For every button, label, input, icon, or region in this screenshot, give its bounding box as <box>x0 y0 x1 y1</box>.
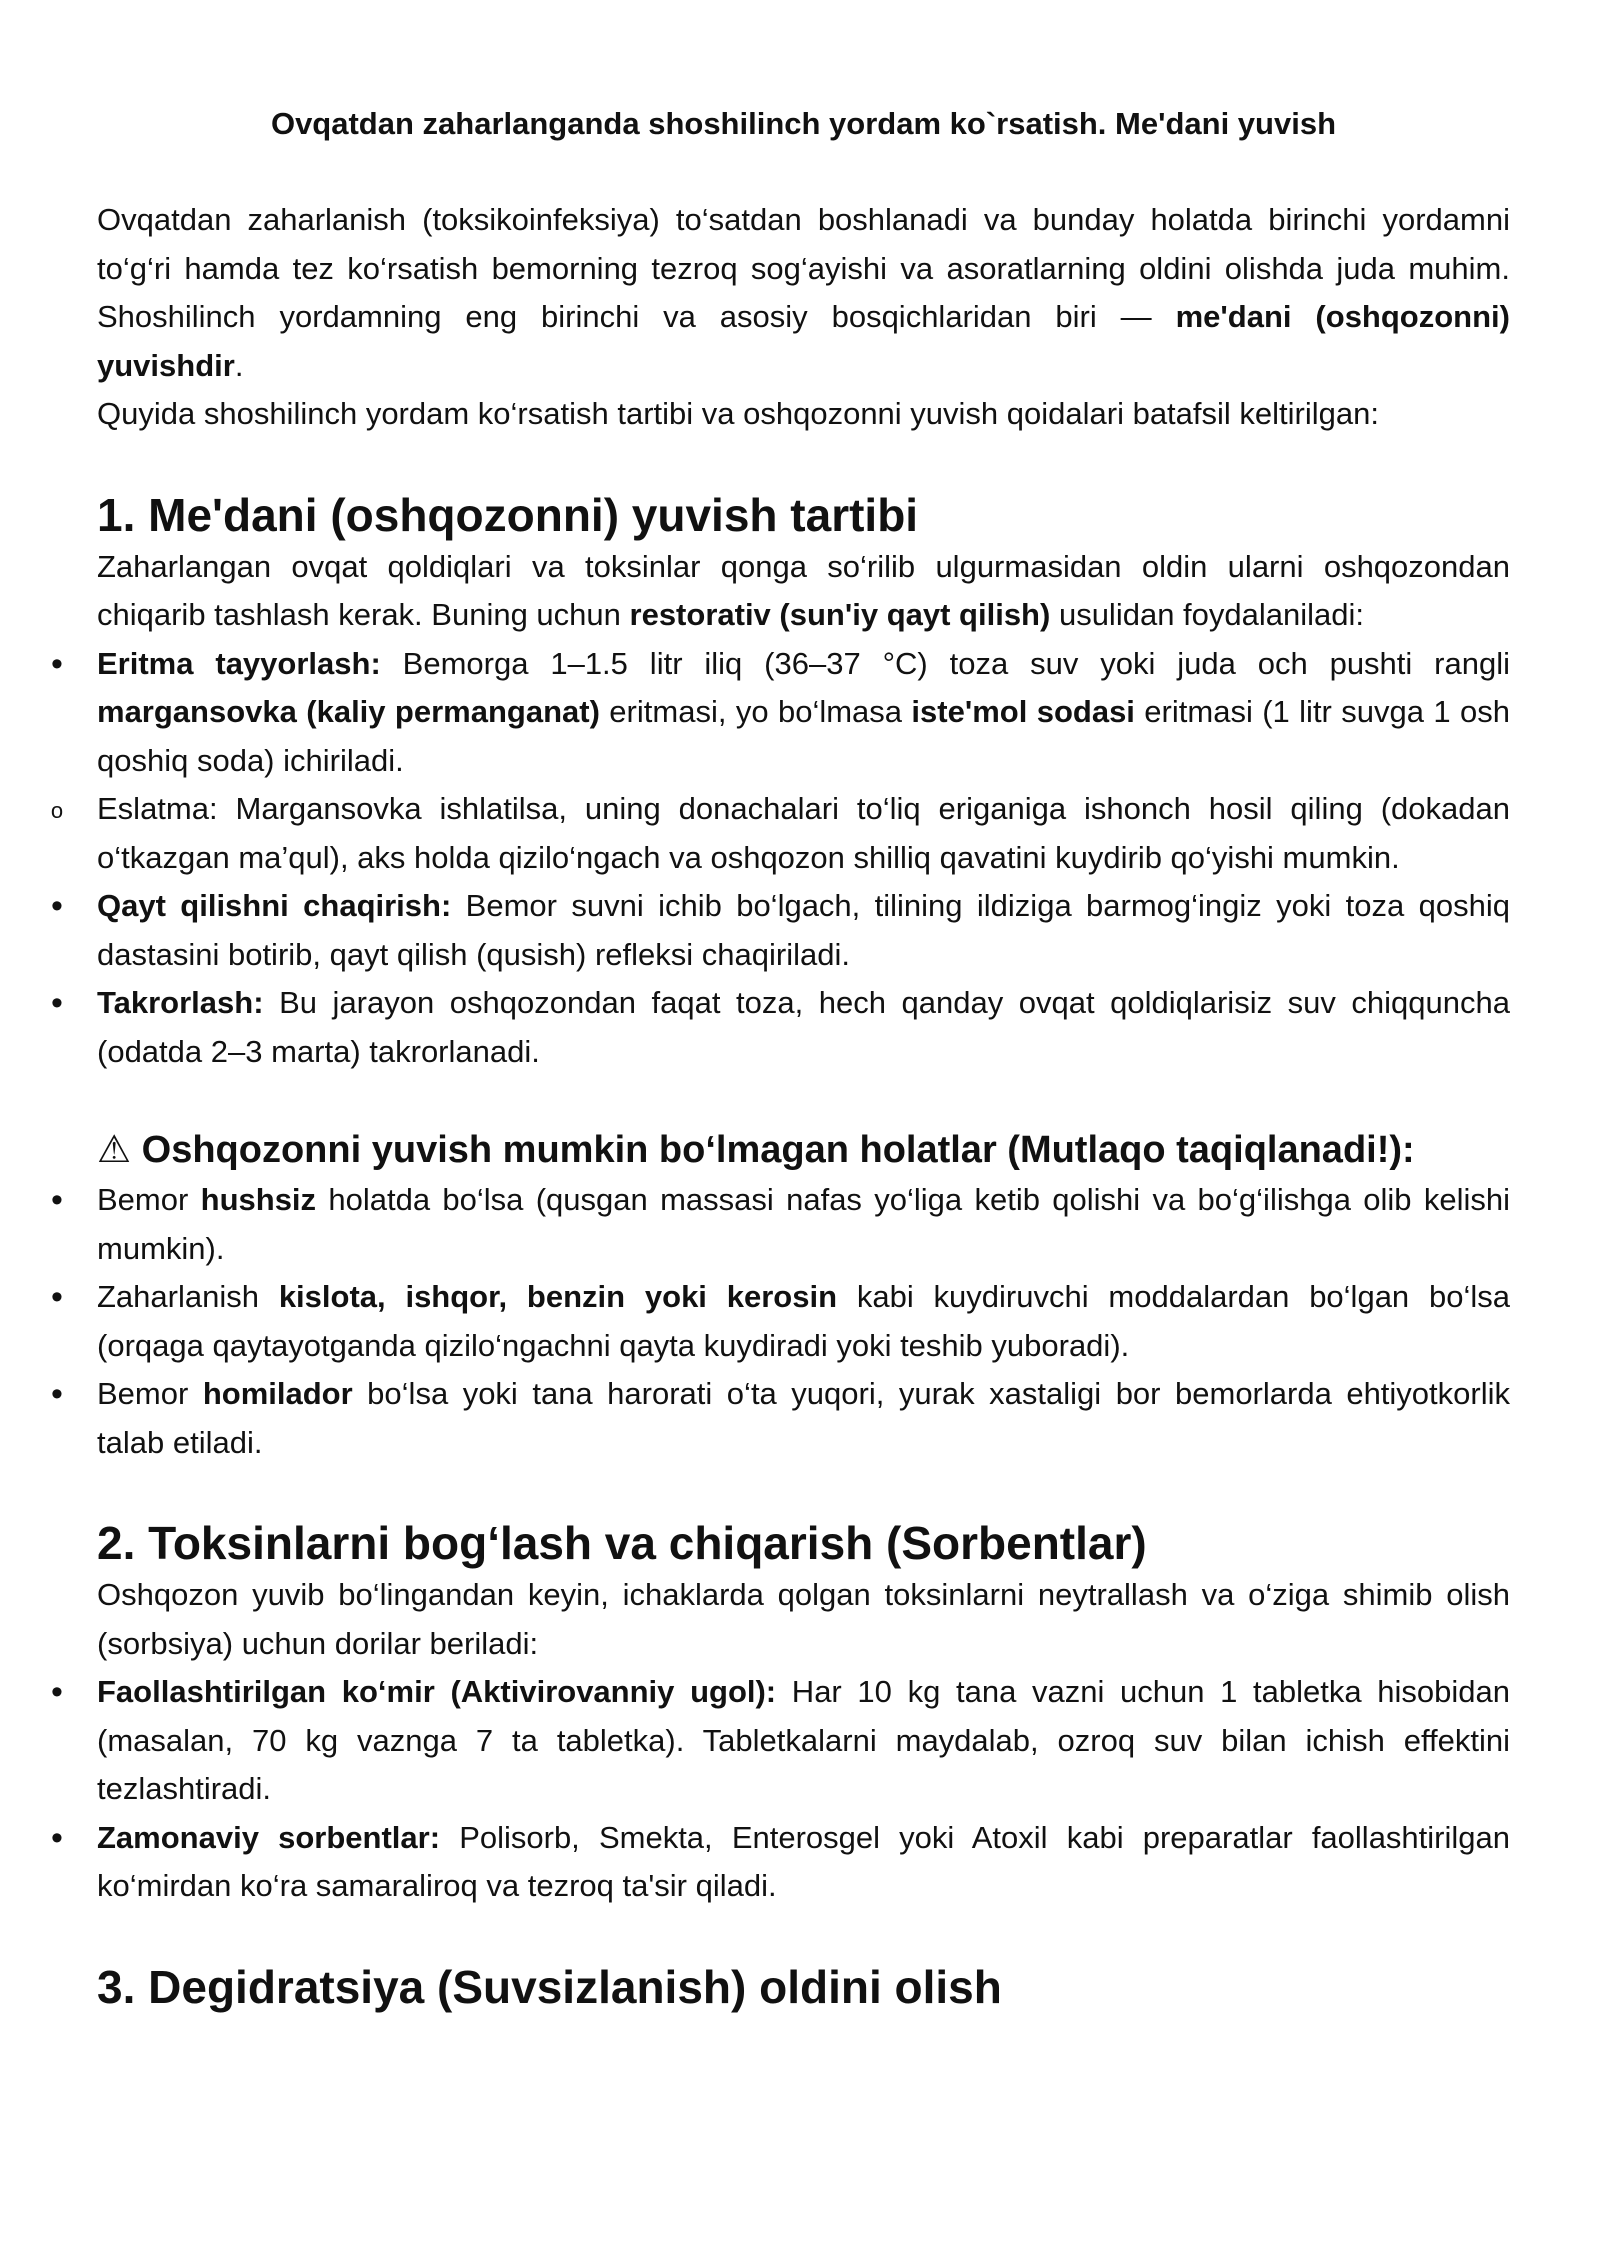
text: Bemorga 1–1.5 litr iliq (36–37 °C) toza suv yoki juda och pushti rangli <box>380 645 1511 681</box>
bold-text: margansovka (kaliy permanganat) <box>97 694 600 729</box>
bold-text: Takrorlash: <box>97 985 264 1020</box>
text: holatda bo‘lsa (qusgan massasi nafas yo‘liga ketib qolishi va bo‘g‘ilishga olib kelishi mumkin). <box>97 1182 1510 1266</box>
text: Zaharlanish <box>97 1279 279 1314</box>
intro-text: Ovqatdan zaharlanish (toksikoinfeksiya) to‘satdan boshlanadi va bunday holatda birinchi yordamni to‘g‘ri hamda tez ko‘rsatish bemorning tezroq sog‘ayishi va asoratlarning oldini olishda juda muhim. Shoshilinch yordamning eng birinchi va asosiy bosqichlaridan biri — <box>97 202 1510 334</box>
bullet-marker: • <box>51 984 63 1022</box>
text: Har 10 kg tana vazni uchun 1 tabletka hisobidan (masalan, 70 kg vaznga 7 ta tabletka). Tabletkalarni maydalab, ozroq suv bilan ichish effektini tezlashtiradi. <box>97 1674 1510 1806</box>
section-1-list <box>50 640 1511 1077</box>
text: eritmasi, yo bo‘lmasa <box>599 694 912 729</box>
bold-text: Eritma tayyorlash: <box>97 645 381 681</box>
bold-text: homilador <box>202 1376 353 1411</box>
list-item <box>51 1176 1510 1273</box>
section-2-paragraph: Oshqozon yuvib bo‘lingandan keyin, ichaklarda qolgan toksinlarni neytrallash va o‘ziga shimib olish (sorbsiya) uchun dorilar beriladi: <box>97 1577 1510 1661</box>
section-2-list <box>51 1668 1510 1911</box>
text: Bemor suvni ichib bo‘lgach, tilining ildiziga barmog‘ingiz yoki toza qoshiq dastasini botirib, qayt qilish (qusish) refleksi chaqiriladi. <box>97 888 1510 972</box>
warning-icon: ⚠ <box>97 1129 132 1171</box>
intro-bold-text: me'dani (oshqozonni) yuvishdir <box>97 299 1510 383</box>
bold-text: kislota, ishqor, benzin yoki kerosin <box>278 1279 838 1314</box>
text: Bu jarayon oshqozondan faqat toza, hech qanday ovqat qoldiqlarisiz suv chiqquncha (odatda 2–3 marta) takrorlanadi. <box>97 985 1510 1069</box>
text: Eslatma: Margansovka ishlatilsa, uning donachalari to‘liq eriganiga ishonch hosil qiling (dokadan o‘tkazgan ma’qul), aks holda qizilo‘ngach va oshqozon shilliq qavatini kuydirib qo‘yishi mumkin. <box>97 791 1510 875</box>
section-1-text-end: usulidan foydalaniladi: <box>1058 597 1365 632</box>
list-item <box>51 1273 1510 1370</box>
list-item <box>50 785 1510 882</box>
sub-bullet-marker: o <box>50 798 64 823</box>
section-3-heading: 3. Degidratsiya (Suvsizlanish) oldini olish <box>97 1960 1002 2013</box>
intro-paragraph-2: Quyida shoshilinch yordam ko‘rsatish tartibi va oshqozonni yuvish qoidalari batafsil keltirilgan: <box>97 396 1379 431</box>
text: Bemor <box>97 1376 203 1411</box>
bold-text: Qayt qilishni chaqirish: <box>97 888 452 923</box>
bullet-marker: • <box>51 887 63 925</box>
bullet-marker: • <box>51 1181 63 1219</box>
section-2-heading: 2. Toksinlarni bog‘lash va chiqarish (Sorbentlar) <box>97 1517 1147 1569</box>
list-item <box>51 640 1511 786</box>
text: eritmasi (1 litr suvga 1 osh qoshiq soda) ichiriladi. <box>97 694 1510 778</box>
text: bo‘lsa yoki tana harorati o‘ta yuqori, yurak xastaligi bor bemorlarda ehtiyotkorlik talab etiladi. <box>97 1376 1511 1460</box>
bold-text: Zamonaviy sorbentlar: <box>97 1819 441 1855</box>
section-1-paragraph <box>97 543 1510 640</box>
section-1-bold-text: restorativ (sun'iy qayt qilish) <box>629 597 1051 632</box>
intro-end: . <box>234 347 244 383</box>
bullet-marker: • <box>51 1375 63 1413</box>
text: Bemor <box>97 1182 201 1217</box>
list-item <box>51 1668 1510 1814</box>
list-item <box>51 979 1510 1076</box>
bullet-marker: • <box>51 1278 63 1316</box>
list-item <box>51 1370 1511 1467</box>
document-title: Ovqatdan zaharlanganda shoshilinch yordam ko`rsatish. Me'dani yuvish <box>270 106 1337 141</box>
list-item <box>51 1814 1510 1911</box>
bullet-marker: • <box>51 1818 63 1857</box>
bold-text: iste'mol sodasi <box>911 694 1135 729</box>
bold-text: hushsiz <box>200 1182 317 1217</box>
warning-list <box>51 1176 1511 1467</box>
bullet-marker: • <box>51 1673 63 1711</box>
warning-heading-text: Oshqozonni yuvish mumkin bo‘lmagan holatlar (Mutlaqo taqiqlanadi!): <box>141 1129 1415 1171</box>
text: kabi kuydiruvchi moddalardan bo‘lgan bo‘lsa (orqaga qaytayotganda qizilo‘ngachni qayta kuydiradi yoki teshib yuboradi). <box>97 1279 1510 1363</box>
text: Polisorb, Smekta, Enterosgel yoki Atoxil kabi preparatlar faollashtirilgan ko‘mirdan ko‘ra samaraliroq va tezroq ta'sir qiladi. <box>97 1819 1510 1903</box>
section-1-heading: 1. Me'dani (oshqozonni) yuvish tartibi <box>97 488 919 541</box>
warning-heading <box>97 1124 1510 1176</box>
section-1-text: Zaharlangan ovqat qoldiqlari va toksinlar qonga so‘rilib ulgurmasidan oldin ularni oshqozondan chiqarib tashlash kerak. Buning uchun <box>97 548 1510 632</box>
intro-paragraph <box>97 196 1510 390</box>
list-item <box>51 882 1510 979</box>
bullet-marker: • <box>51 644 63 683</box>
bold-text: Faollashtirilgan ko‘mir (Aktivirovanniy ugol): <box>97 1674 777 1709</box>
